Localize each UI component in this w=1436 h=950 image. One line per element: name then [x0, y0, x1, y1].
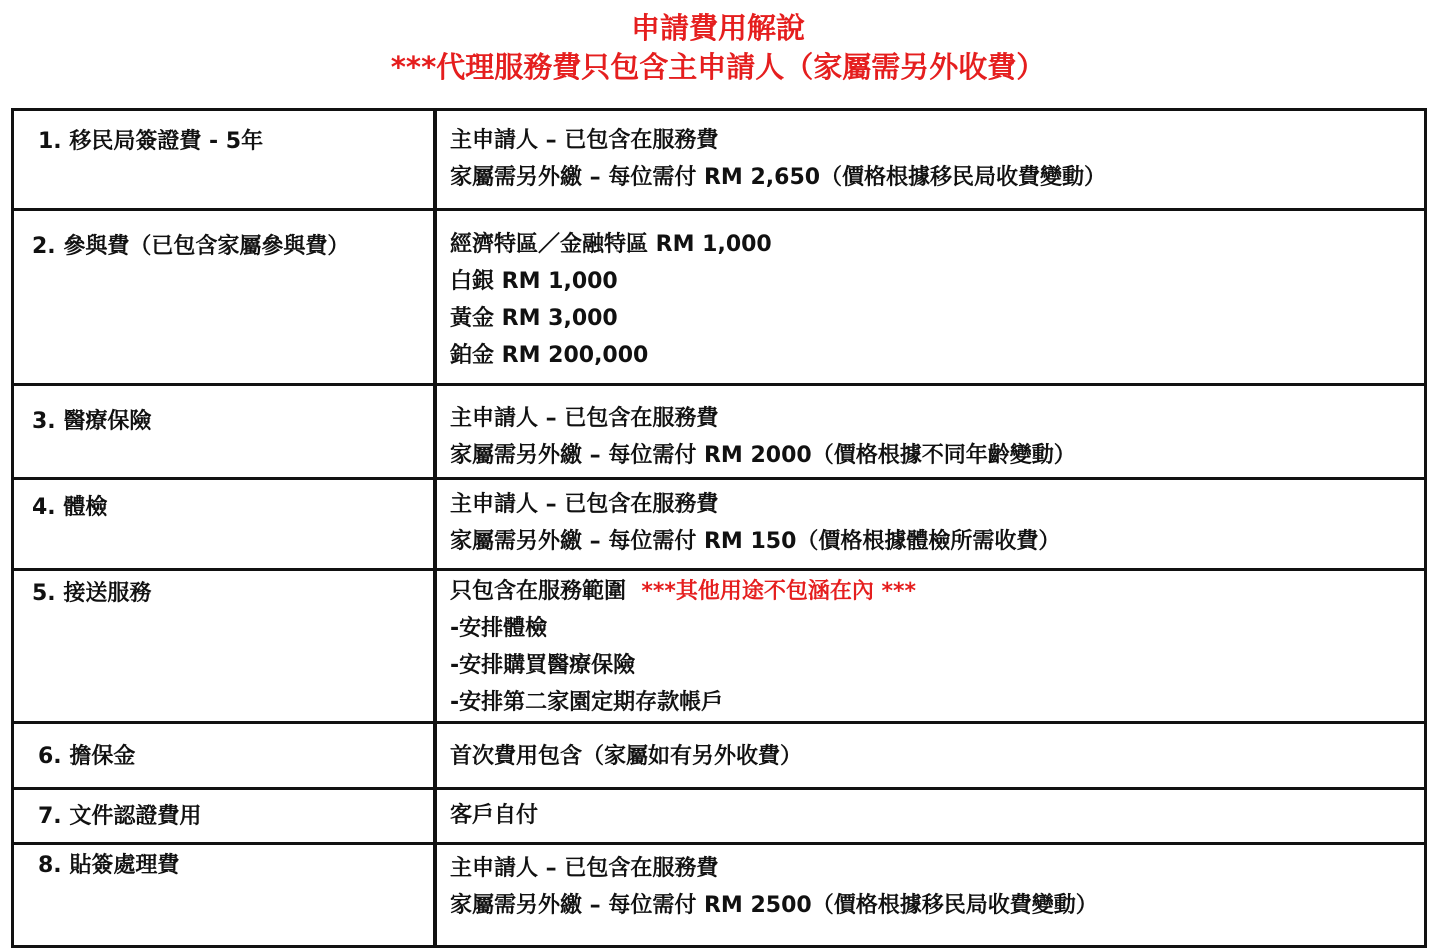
content-line: 家屬需另外繳 – 每位需付 RM 2000（價格根據不同年齡變動）	[450, 443, 1076, 468]
content-line: 家屬需另外繳 – 每位需付 RM 150（價格根據體檢所需收費）	[450, 529, 1061, 554]
content-line-with-note	[450, 573, 916, 610]
page-title: 申請費用解說	[630, 11, 805, 45]
row-content-medical-check	[450, 486, 1060, 560]
content-line: 家屬需另外繳 – 每位需付 RM 2,650（價格根據移民局收費變動）	[450, 165, 1107, 190]
row-divider	[11, 787, 1427, 790]
row-label-medical-check: 4. 體檢	[32, 495, 108, 520]
content-line: 鉑金 RM 200,000	[450, 343, 649, 368]
row-label-visa-sticker-fee: 8. 貼簽處理費	[38, 853, 180, 878]
row-divider	[11, 383, 1427, 386]
row-divider	[11, 477, 1427, 480]
content-line: -安排購買醫療保險	[450, 653, 636, 678]
row-label-transport-service: 5. 接送服務	[32, 581, 152, 606]
content-line: -安排第二家園定期存款帳戶	[450, 690, 724, 715]
row-label-visa-fee: 1. 移民局簽證費 - 5年	[38, 129, 264, 154]
exclusion-note: ***其他用途不包涵在內 ***	[641, 579, 917, 604]
page-subtitle: ***代理服務費只包含主申請人（家屬需另外收費）	[390, 50, 1046, 84]
row-divider	[11, 568, 1427, 571]
row-content-transport-service	[450, 573, 916, 721]
content-line: 客戶自付	[450, 803, 539, 828]
content-line: 經濟特區／金融特區 RM 1,000	[450, 232, 772, 257]
row-content-guarantee-deposit	[450, 738, 802, 775]
content-line: 主申請人 – 已包含在服務費	[450, 492, 719, 517]
content-line: 主申請人 – 已包含在服務費	[450, 406, 719, 431]
row-content-medical-insurance	[450, 400, 1076, 474]
row-label-document-certification: 7. 文件認證費用	[38, 804, 202, 829]
row-divider	[11, 842, 1427, 845]
content-line: 只包含在服務範圍	[450, 579, 627, 604]
row-divider	[11, 208, 1427, 211]
row-content-visa-fee	[450, 122, 1106, 196]
content-line: -安排體檢	[450, 616, 548, 641]
row-divider	[11, 721, 1427, 724]
content-line: 首次費用包含（家屬如有另外收費）	[450, 744, 803, 769]
row-label-guarantee-deposit: 6. 擔保金	[38, 744, 136, 769]
content-line: 主申請人 – 已包含在服務費	[450, 128, 719, 153]
row-label-medical-insurance: 3. 醫療保險	[32, 409, 152, 434]
column-divider	[433, 110, 437, 948]
row-content-document-certification	[450, 797, 538, 834]
row-label-participation-fee: 2. 參與費（已包含家屬參與費）	[32, 234, 350, 259]
content-line: 家屬需另外繳 – 每位需付 RM 2500（價格根據移民局收費變動）	[450, 893, 1098, 918]
row-content-visa-sticker-fee	[450, 850, 1098, 924]
content-line: 黃金 RM 3,000	[450, 306, 618, 331]
content-line: 主申請人 – 已包含在服務費	[450, 856, 719, 881]
content-line: 白銀 RM 1,000	[450, 269, 618, 294]
row-content-participation-fee	[450, 226, 772, 374]
